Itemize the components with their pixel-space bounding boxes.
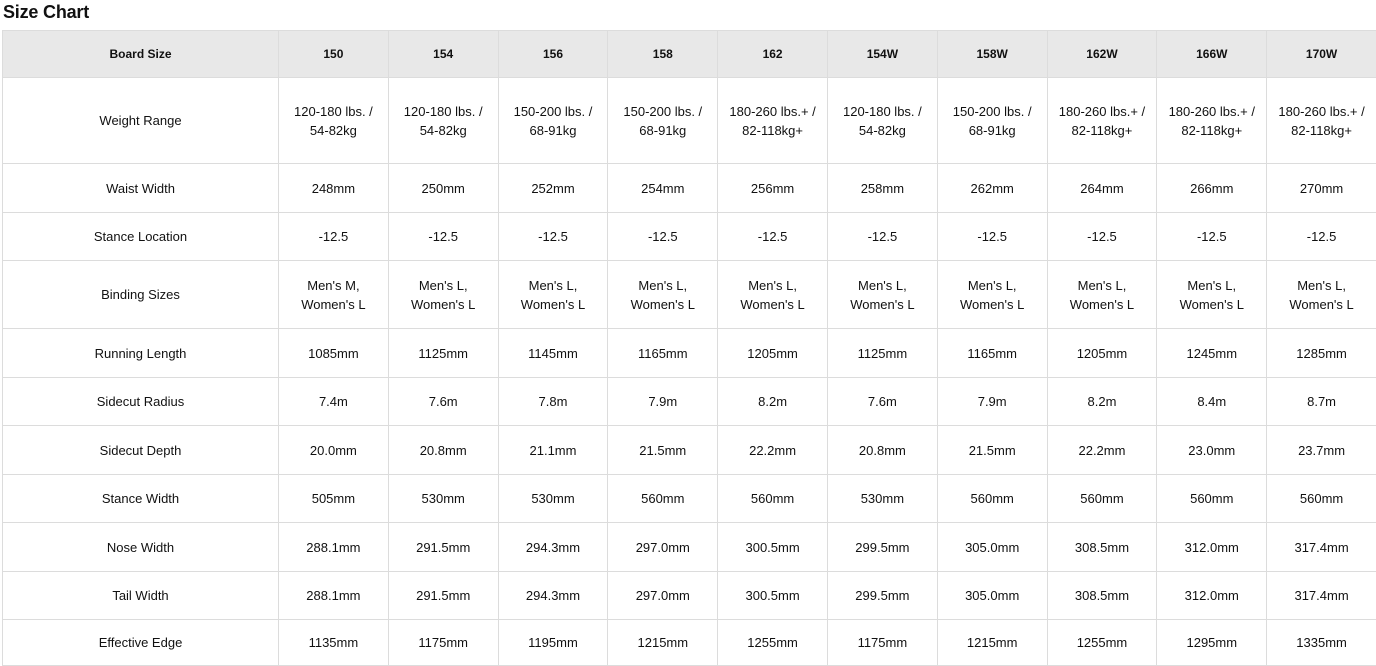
value-cell: 262mm bbox=[937, 164, 1047, 213]
value-cell: 248mm bbox=[279, 164, 389, 213]
value-cell: Men's L, Women's L bbox=[1047, 261, 1157, 329]
value-cell: 288.1mm bbox=[279, 523, 389, 572]
value-cell: 305.0mm bbox=[937, 523, 1047, 572]
value-cell: 305.0mm bbox=[937, 572, 1047, 620]
value-cell: 180-260 lbs.+ / 82-118kg+ bbox=[1267, 78, 1376, 164]
value-cell: -12.5 bbox=[388, 213, 498, 261]
value-cell: 180-260 lbs.+ / 82-118kg+ bbox=[718, 78, 828, 164]
value-cell: 7.8m bbox=[498, 378, 608, 426]
value-cell: 270mm bbox=[1267, 164, 1376, 213]
value-cell: 1205mm bbox=[718, 329, 828, 378]
value-cell: 21.5mm bbox=[608, 426, 718, 475]
size-header-cell: 162 bbox=[718, 31, 828, 78]
value-cell: 150-200 lbs. / 68-91kg bbox=[608, 78, 718, 164]
value-cell: 291.5mm bbox=[388, 572, 498, 620]
value-cell: 21.1mm bbox=[498, 426, 608, 475]
value-cell: Men's L, Women's L bbox=[388, 261, 498, 329]
value-cell: 1215mm bbox=[608, 620, 718, 666]
size-header-cell: 166W bbox=[1157, 31, 1267, 78]
row-label-cell: Waist Width bbox=[3, 164, 279, 213]
value-cell: 530mm bbox=[498, 475, 608, 523]
value-cell: Men's L, Women's L bbox=[1157, 261, 1267, 329]
value-cell: 560mm bbox=[718, 475, 828, 523]
value-cell: 258mm bbox=[827, 164, 937, 213]
table-row bbox=[3, 329, 1376, 378]
value-cell: 1255mm bbox=[1047, 620, 1157, 666]
size-header-cell: 170W bbox=[1267, 31, 1376, 78]
value-cell: 299.5mm bbox=[827, 572, 937, 620]
value-cell: 530mm bbox=[388, 475, 498, 523]
value-cell: Men's L, Women's L bbox=[718, 261, 828, 329]
value-cell: 266mm bbox=[1157, 164, 1267, 213]
size-header-cell: 154 bbox=[388, 31, 498, 78]
row-label-cell: Tail Width bbox=[3, 572, 279, 620]
table-row bbox=[3, 213, 1376, 261]
value-cell: 317.4mm bbox=[1267, 572, 1376, 620]
value-cell: 256mm bbox=[718, 164, 828, 213]
row-label-cell: Binding Sizes bbox=[3, 261, 279, 329]
value-cell: 299.5mm bbox=[827, 523, 937, 572]
table-row bbox=[3, 164, 1376, 213]
value-cell: 8.7m bbox=[1267, 378, 1376, 426]
page-title: Size Chart bbox=[3, 2, 90, 22]
value-cell: 150-200 lbs. / 68-91kg bbox=[498, 78, 608, 164]
value-cell: 560mm bbox=[937, 475, 1047, 523]
table-row bbox=[3, 261, 1376, 329]
value-cell: 317.4mm bbox=[1267, 523, 1376, 572]
value-cell: 1135mm bbox=[279, 620, 389, 666]
row-label-cell: Sidecut Radius bbox=[3, 378, 279, 426]
value-cell: 254mm bbox=[608, 164, 718, 213]
value-cell: 312.0mm bbox=[1157, 523, 1267, 572]
value-cell: 1175mm bbox=[827, 620, 937, 666]
value-cell: 20.0mm bbox=[279, 426, 389, 475]
value-cell: 505mm bbox=[279, 475, 389, 523]
value-cell: 1245mm bbox=[1157, 329, 1267, 378]
value-cell: -12.5 bbox=[1047, 213, 1157, 261]
value-cell: Men's L, Women's L bbox=[827, 261, 937, 329]
value-cell: 150-200 lbs. / 68-91kg bbox=[937, 78, 1047, 164]
value-cell: 120-180 lbs. / 54-82kg bbox=[388, 78, 498, 164]
table-row bbox=[3, 523, 1376, 572]
value-cell: Men's L, Women's L bbox=[937, 261, 1047, 329]
value-cell: 1165mm bbox=[937, 329, 1047, 378]
value-cell: -12.5 bbox=[608, 213, 718, 261]
row-label-cell: Sidecut Depth bbox=[3, 426, 279, 475]
value-cell: 1125mm bbox=[827, 329, 937, 378]
value-cell: 1255mm bbox=[718, 620, 828, 666]
table-row bbox=[3, 426, 1376, 475]
value-cell: 294.3mm bbox=[498, 572, 608, 620]
value-cell: 23.7mm bbox=[1267, 426, 1376, 475]
value-cell: 7.6m bbox=[827, 378, 937, 426]
value-cell: 7.9m bbox=[937, 378, 1047, 426]
value-cell: 297.0mm bbox=[608, 523, 718, 572]
size-header-cell: 162W bbox=[1047, 31, 1157, 78]
value-cell: 1085mm bbox=[279, 329, 389, 378]
size-header-cell: 158W bbox=[937, 31, 1047, 78]
value-cell: Men's L, Women's L bbox=[608, 261, 718, 329]
value-cell: 7.9m bbox=[608, 378, 718, 426]
value-cell: -12.5 bbox=[718, 213, 828, 261]
value-cell: 300.5mm bbox=[718, 572, 828, 620]
table-body bbox=[3, 78, 1376, 666]
value-cell: -12.5 bbox=[279, 213, 389, 261]
row-label-cell: Effective Edge bbox=[3, 620, 279, 666]
value-cell: 8.2m bbox=[1047, 378, 1157, 426]
size-chart-table bbox=[2, 30, 1376, 666]
table-row bbox=[3, 78, 1376, 164]
value-cell: 20.8mm bbox=[388, 426, 498, 475]
value-cell: 120-180 lbs. / 54-82kg bbox=[279, 78, 389, 164]
value-cell: 1205mm bbox=[1047, 329, 1157, 378]
value-cell: 8.2m bbox=[718, 378, 828, 426]
value-cell: 308.5mm bbox=[1047, 523, 1157, 572]
value-cell: 1335mm bbox=[1267, 620, 1376, 666]
value-cell: -12.5 bbox=[827, 213, 937, 261]
value-cell: 22.2mm bbox=[718, 426, 828, 475]
value-cell: 21.5mm bbox=[937, 426, 1047, 475]
value-cell: Men's M, Women's L bbox=[279, 261, 389, 329]
value-cell: 288.1mm bbox=[279, 572, 389, 620]
size-header-cell: 158 bbox=[608, 31, 718, 78]
row-label-cell: Stance Width bbox=[3, 475, 279, 523]
value-cell: 1125mm bbox=[388, 329, 498, 378]
value-cell: 312.0mm bbox=[1157, 572, 1267, 620]
value-cell: 1165mm bbox=[608, 329, 718, 378]
value-cell: 291.5mm bbox=[388, 523, 498, 572]
value-cell: 1145mm bbox=[498, 329, 608, 378]
value-cell: 560mm bbox=[608, 475, 718, 523]
value-cell: 1215mm bbox=[937, 620, 1047, 666]
value-cell: 560mm bbox=[1047, 475, 1157, 523]
value-cell: 1295mm bbox=[1157, 620, 1267, 666]
value-cell: -12.5 bbox=[1157, 213, 1267, 261]
value-cell: 1195mm bbox=[498, 620, 608, 666]
table-row bbox=[3, 572, 1376, 620]
value-cell: 300.5mm bbox=[718, 523, 828, 572]
value-cell: 1175mm bbox=[388, 620, 498, 666]
value-cell: 308.5mm bbox=[1047, 572, 1157, 620]
value-cell: 252mm bbox=[498, 164, 608, 213]
value-cell: 8.4m bbox=[1157, 378, 1267, 426]
value-cell: 560mm bbox=[1157, 475, 1267, 523]
table-row bbox=[3, 378, 1376, 426]
size-header-cell: 150 bbox=[279, 31, 389, 78]
value-cell: 1285mm bbox=[1267, 329, 1376, 378]
size-header-cell: 156 bbox=[498, 31, 608, 78]
table-row bbox=[3, 620, 1376, 666]
value-cell: 7.6m bbox=[388, 378, 498, 426]
value-cell: 7.4m bbox=[279, 378, 389, 426]
value-cell: 250mm bbox=[388, 164, 498, 213]
value-cell: 264mm bbox=[1047, 164, 1157, 213]
value-cell: -12.5 bbox=[1267, 213, 1376, 261]
value-cell: 560mm bbox=[1267, 475, 1376, 523]
row-label-cell: Running Length bbox=[3, 329, 279, 378]
value-cell: 297.0mm bbox=[608, 572, 718, 620]
table-row bbox=[3, 475, 1376, 523]
value-cell: -12.5 bbox=[937, 213, 1047, 261]
value-cell: 20.8mm bbox=[827, 426, 937, 475]
row-label-cell: Weight Range bbox=[3, 78, 279, 164]
value-cell: 294.3mm bbox=[498, 523, 608, 572]
value-cell: Men's L, Women's L bbox=[1267, 261, 1376, 329]
value-cell: 23.0mm bbox=[1157, 426, 1267, 475]
value-cell: 180-260 lbs.+ / 82-118kg+ bbox=[1047, 78, 1157, 164]
row-label-cell: Stance Location bbox=[3, 213, 279, 261]
header-row bbox=[3, 31, 1376, 78]
row-label-cell: Nose Width bbox=[3, 523, 279, 572]
value-cell: 180-260 lbs.+ / 82-118kg+ bbox=[1157, 78, 1267, 164]
value-cell: -12.5 bbox=[498, 213, 608, 261]
header-label-cell: Board Size bbox=[3, 31, 279, 78]
value-cell: Men's L, Women's L bbox=[498, 261, 608, 329]
size-header-cell: 154W bbox=[827, 31, 937, 78]
value-cell: 530mm bbox=[827, 475, 937, 523]
value-cell: 120-180 lbs. / 54-82kg bbox=[827, 78, 937, 164]
value-cell: 22.2mm bbox=[1047, 426, 1157, 475]
